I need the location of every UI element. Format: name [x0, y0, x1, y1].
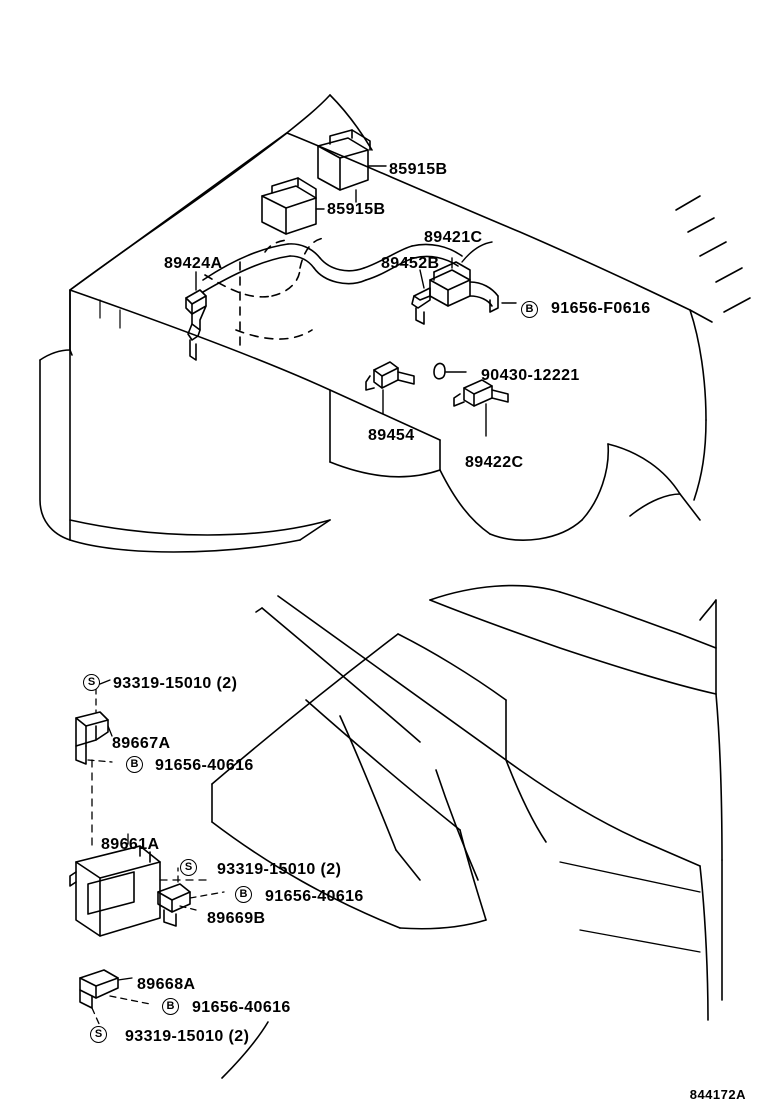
callout-91656-F0616: 91656-F0616: [551, 300, 651, 317]
callout-90430-12221: 90430-12221: [481, 367, 580, 384]
badge-screw-S-mid: S: [180, 859, 197, 876]
callout-93319-15010-bottom: 93319-15010 (2): [125, 1028, 250, 1045]
callout-91656-40616-top: 91656-40616: [155, 757, 254, 774]
callout-91656-40616-mid: 91656-40616: [265, 888, 364, 905]
callout-89452B: 89452B: [381, 255, 440, 272]
callout-89661A: 89661A: [101, 836, 160, 853]
callout-89421C: 89421C: [424, 229, 483, 246]
callout-89422C: 89422C: [465, 454, 524, 471]
callout-89454: 89454: [368, 427, 415, 444]
badge-bolt-B-top: B: [126, 756, 143, 773]
badge-bolt-B-mid: B: [235, 886, 252, 903]
callout-89424A: 89424A: [164, 255, 223, 272]
callout-85915B-lower: 85915B: [327, 201, 386, 218]
callout-93319-15010-top: 93319-15010 (2): [113, 675, 238, 692]
badge-screw-S-bottom: S: [90, 1026, 107, 1043]
callout-91656-40616-bottom: 91656-40616: [192, 999, 291, 1016]
callout-85915B-upper: 85915B: [389, 161, 448, 178]
badge-screw-S-top: S: [83, 674, 100, 691]
diagram-reference-code: 844172A: [689, 1087, 746, 1102]
badge-bolt-B-bottom: B: [162, 998, 179, 1015]
callout-89669B: 89669B: [207, 910, 266, 927]
badge-bolt-B-91656-F0616: B: [521, 301, 538, 318]
callout-89667A: 89667A: [112, 735, 171, 752]
callout-93319-15010-mid: 93319-15010 (2): [217, 861, 342, 878]
callout-89668A: 89668A: [137, 976, 196, 993]
